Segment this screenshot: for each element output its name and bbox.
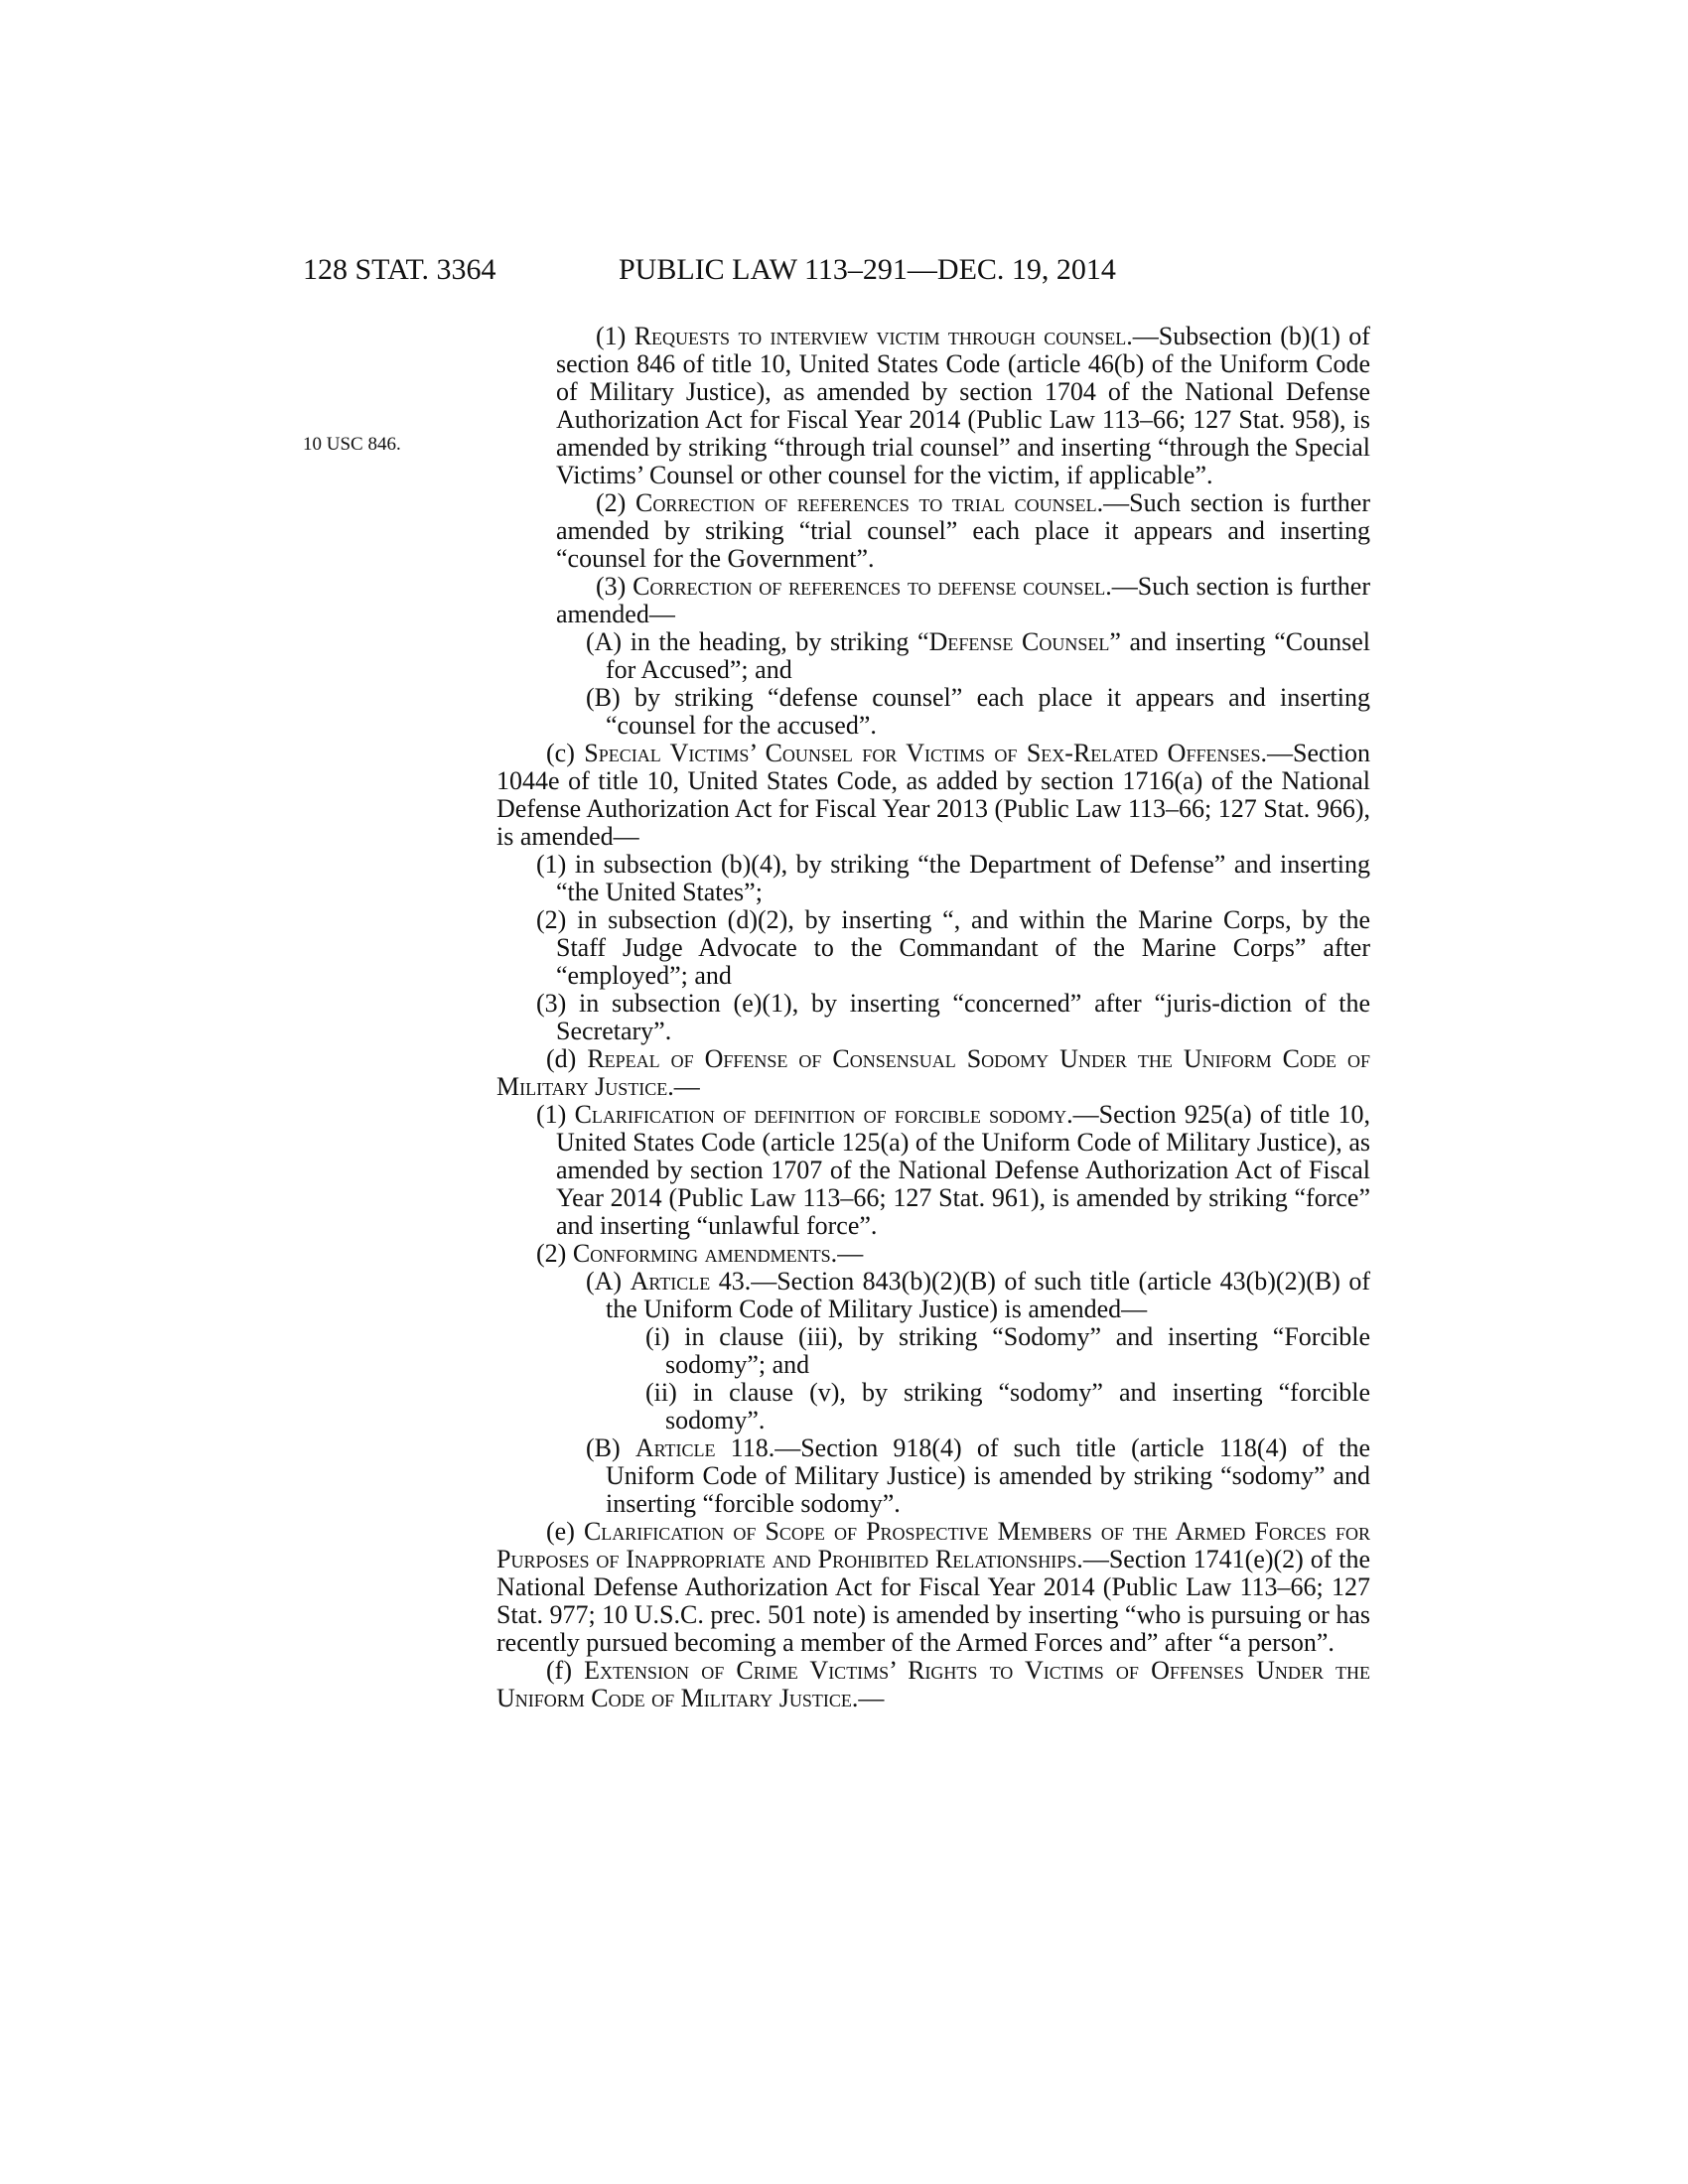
paragraph: (2) Correction of references to trial counsel.—Such section is further amended by striking “trial counsel” each place it appears and inserting “counsel for the Government”. bbox=[556, 488, 1370, 573]
paragraph: (d) Repeal of Offense of Consensual Sodomy Under the Uniform Code of Military Justice.— bbox=[496, 1044, 1370, 1101]
margin-note: 10 USC 846. bbox=[303, 434, 401, 455]
paragraph: (2) in subsection (d)(2), by inserting “, and within the Marine Corps, by the Staff Judge Advocate to the Commandant of the Marine Corps” after “employed”; and bbox=[536, 905, 1370, 990]
document-body bbox=[496, 323, 1370, 1712]
paragraph: (A) in the heading, by striking “Defense Counsel” and inserting “Counsel for Accused”; and bbox=[586, 627, 1371, 684]
paragraph: (f) Extension of Crime Victims’ Rights to Victims of Offenses Under the Uniform Code of Military Justice.— bbox=[496, 1656, 1371, 1712]
paragraph: (A) Article 43.—Section 843(b)(2)(B) of such title (article 43(b)(2)(B) of the Uniform Code of Military Justice) is amended— bbox=[586, 1267, 1371, 1323]
paragraph: (3) in subsection (e)(1), by inserting “concerned” after “juris-diction of the Secretary”. bbox=[536, 989, 1370, 1045]
paragraph: (c) Special Victims’ Counsel for Victims of Sex-Related Offenses.—Section 1044e of title 10, United States Code, as added by section 1716(a) of the National Defense Authorization Act for Fiscal Year 2013 (Public Law 113–66; 127 Stat. 966), is amended— bbox=[496, 739, 1370, 851]
stat-citation: 128 STAT. 3364 bbox=[303, 253, 496, 286]
paragraph: (1) in subsection (b)(4), by striking “the Department of Defense” and inserting “the United States”; bbox=[536, 850, 1370, 906]
paragraph: (e) Clarification of Scope of Prospective Members of the Armed Forces for Purposes of Inappropriate and Prohibited Relationships.—Section 1741(e)(2) of the National Defense Authorization Act for Fiscal Year 2014 (Public Law 113–66; 127 Stat. 977; 10 U.S.C. prec. 501 note) is amended by inserting “who is pursuing or has recently pursued becoming a member of the Armed Forces and” after “a person”. bbox=[496, 1517, 1370, 1657]
paragraph: (2) Conforming amendments.— bbox=[536, 1239, 864, 1268]
paragraph: (B) Article 118.—Section 918(4) of such title (article 118(4) of the Uniform Code of Military Justice) is amended by striking “sodomy” and inserting “forcible sodomy”. bbox=[586, 1433, 1370, 1518]
paragraph: (1) Clarification of definition of forcible sodomy.—Section 925(a) of title 10, United States Code (article 125(a) of the Uniform Code of Military Justice), as amended by section 1707 of the National Defense Authorization Act of Fiscal Year 2014 (Public Law 113–66; 127 Stat. 961), is amended by striking “force” and inserting “unlawful force”. bbox=[536, 1100, 1370, 1240]
paragraph: (ii) in clause (v), by striking “sodomy” and inserting “forcible sodomy”. bbox=[645, 1378, 1370, 1434]
paragraph: (1) Requests to interview victim through counsel.—Subsection (b)(1) of section 846 of title 10, United States Code (article 46(b) of the Uniform Code of Military Justice), as amended by section 1704 of the National Defense Authorization Act for Fiscal Year 2014 (Public Law 113–66; 127 Stat. 958), is amended by striking “through trial counsel” and inserting “through the Special Victims’ Counsel or other counsel for the victim, if applicable”. bbox=[556, 322, 1370, 489]
public-law-title: PUBLIC LAW 113–291—DEC. 19, 2014 bbox=[619, 253, 1116, 286]
paragraph: (i) in clause (iii), by striking “Sodomy” and inserting “Forcible sodomy”; and bbox=[645, 1322, 1370, 1379]
paragraph: (B) by striking “defense counsel” each place it appears and inserting “counsel for the accused”. bbox=[586, 683, 1370, 740]
page-header bbox=[303, 253, 1196, 293]
paragraph: (3) Correction of references to defense counsel.—Such section is further amended— bbox=[556, 572, 1370, 628]
